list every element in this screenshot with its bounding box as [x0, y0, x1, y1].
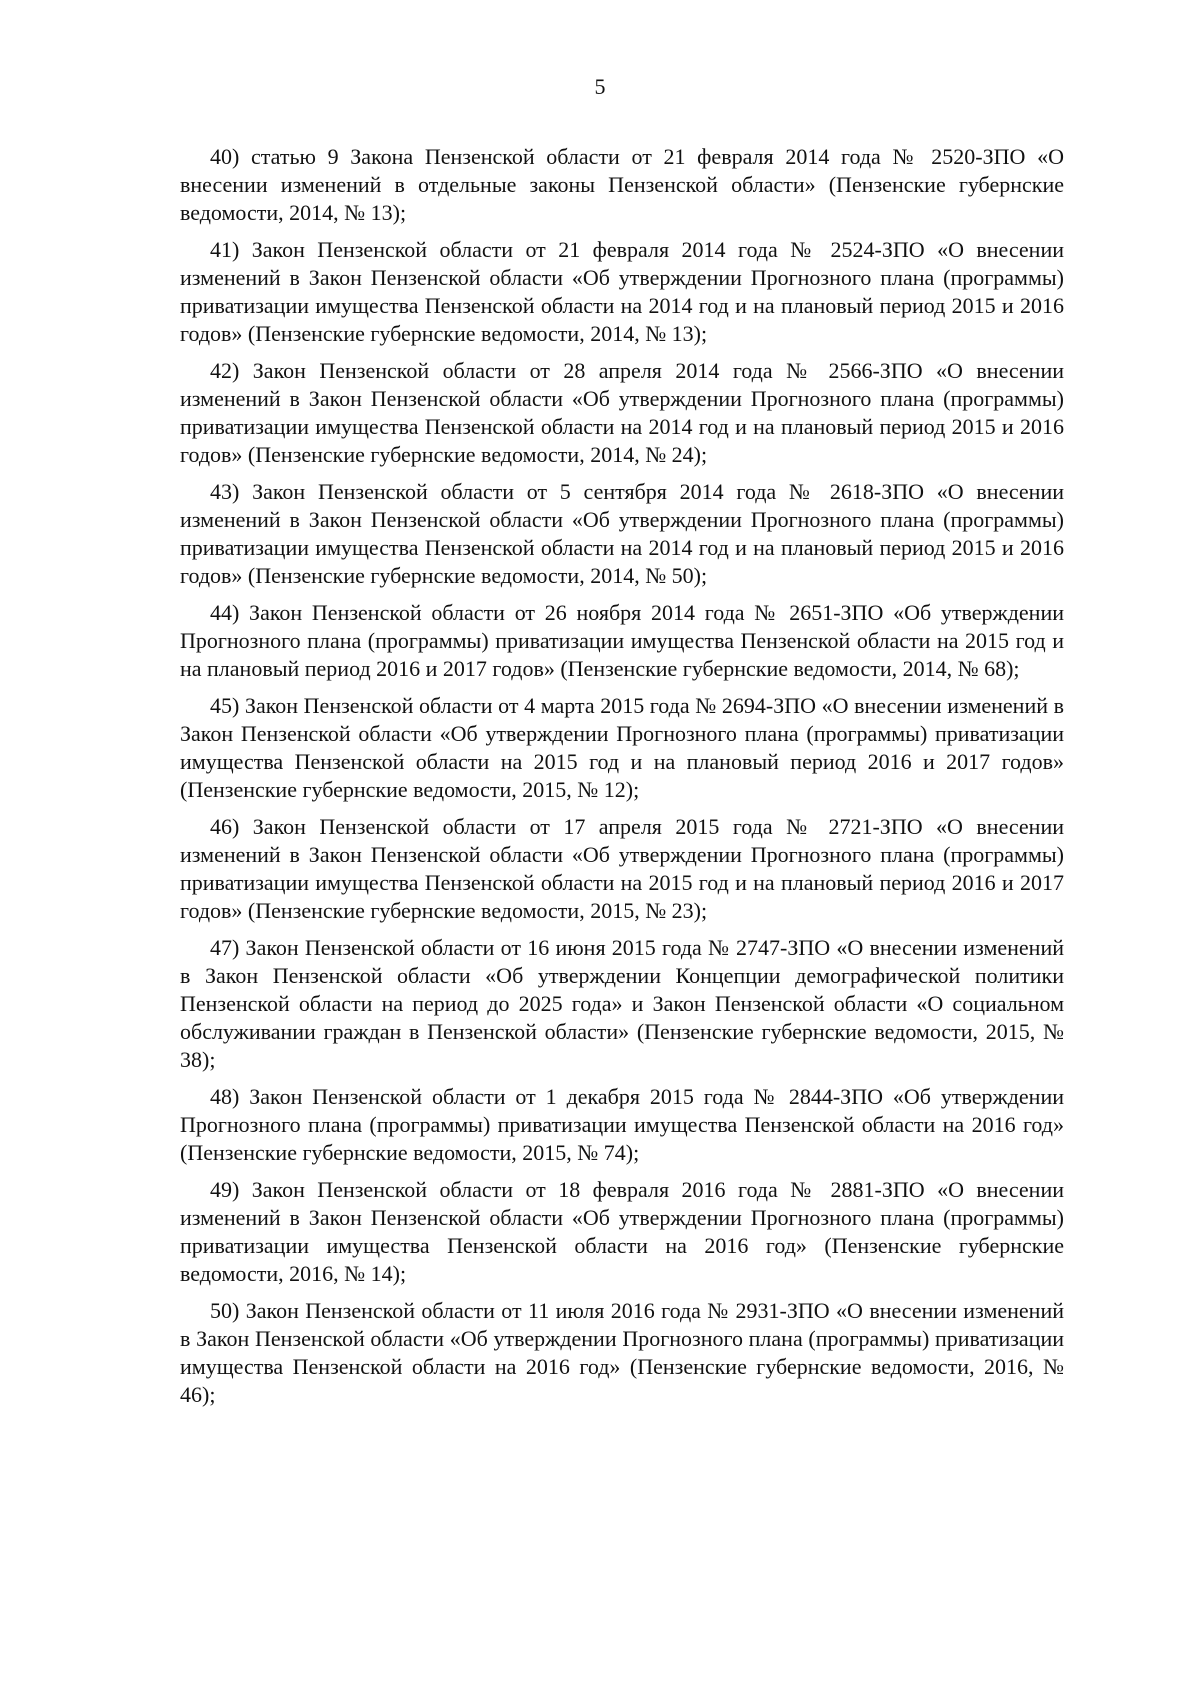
- list-item-47: 47) Закон Пензенской области от 16 июня 2015 года № 2747-ЗПО «О внесении изменений в Закон Пензенской области «Об утверждении Концепции демографической политики Пензенской области на период до 2025 года» и Закон Пензенской области «О социальном обслуживании граждан в Пензенской области» (Пензенские губернские ведомости, 2015, № 38);: [180, 935, 1064, 1072]
- list-item-46: 46) Закон Пензенской области от 17 апреля 2015 года № 2721-ЗПО «О внесении изменений в Закон Пензенской области «Об утверждении Прогнозного плана (программы) приватизации имущества Пензенской области на 2015 год и на плановый период 2016 и 2017 годов» (Пензенские губернские ведомости, 2015, № 23);: [180, 814, 1064, 923]
- list-item-48: 48) Закон Пензенской области от 1 декабря 2015 года № 2844-ЗПО «Об утверждении Прогнозного плана (программы) приватизации имущества Пензенской области на 2016 год» (Пензенские губернские ведомости, 2015, № 74);: [180, 1084, 1064, 1165]
- document-body: [180, 143, 1064, 1418]
- list-item-49: 49) Закон Пензенской области от 18 февраля 2016 года № 2881-ЗПО «О внесении изменений в Закон Пензенской области «Об утверждении Прогнозного плана (программы) приватизации имущества Пензенской области на 2016 год» (Пензенские губернские ведомости, 2016, № 14);: [180, 1177, 1064, 1286]
- list-item-43: 43) Закон Пензенской области от 5 сентября 2014 года № 2618-ЗПО «О внесении изменений в Закон Пензенской области «Об утверждении Прогнозного плана (программы) приватизации имущества Пензенской области на 2014 год и на плановый период 2015 и 2016 годов» (Пензенские губернские ведомости, 2014, № 50);: [180, 479, 1064, 588]
- list-item-42: 42) Закон Пензенской области от 28 апреля 2014 года № 2566-ЗПО «О внесении изменений в Закон Пензенской области «Об утверждении Прогнозного плана (программы) приватизации имущества Пензенской области на 2014 год и на плановый период 2015 и 2016 годов» (Пензенские губернские ведомости, 2014, № 24);: [180, 358, 1064, 467]
- list-item-41: 41) Закон Пензенской области от 21 февраля 2014 года № 2524-ЗПО «О внесении изменений в Закон Пензенской области «Об утверждении Прогнозного плана (программы) приватизации имущества Пензенской области на 2014 год и на плановый период 2015 и 2016 годов» (Пензенские губернские ведомости, 2014, № 13);: [180, 237, 1064, 346]
- list-item-44: 44) Закон Пензенской области от 26 ноября 2014 года № 2651-ЗПО «Об утверждении Прогнозного плана (программы) приватизации имущества Пензенской области на 2015 год и на плановый период 2016 и 2017 годов» (Пензенские губернские ведомости, 2014, № 68);: [180, 600, 1064, 681]
- list-item-50: 50) Закон Пензенской области от 11 июля 2016 года № 2931-ЗПО «О внесении изменений в Закон Пензенской области «Об утверждении Прогнозного плана (программы) приватизации имущества Пензенской области на 2016 год» (Пензенские губернские ведомости, 2016, № 46);: [180, 1298, 1064, 1407]
- list-item-40: 40) статью 9 Закона Пензенской области от 21 февраля 2014 года № 2520-ЗПО «О внесении изменений в отдельные законы Пензенской области» (Пензенские губернские ведомости, 2014, № 13);: [180, 144, 1064, 225]
- page-number: 5: [594, 74, 606, 99]
- list-item-45: 45) Закон Пензенской области от 4 марта 2015 года № 2694-ЗПО «О внесении изменений в Закон Пензенской области «Об утверждении Прогнозного плана (программы) приватизации имущества Пензенской области на 2015 год и на плановый период 2016 и 2017 годов» (Пензенские губернские ведомости, 2015, № 12);: [180, 693, 1064, 802]
